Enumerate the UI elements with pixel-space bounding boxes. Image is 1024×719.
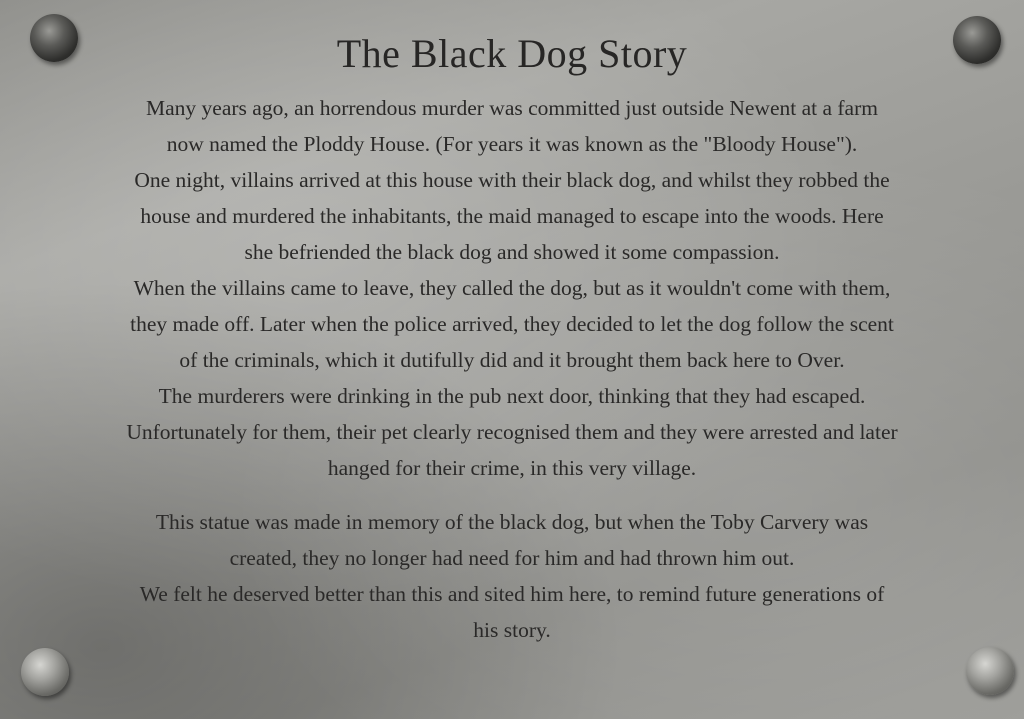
story-line: now named the Ploddy House. (For years it was known as the "Bloody House"). (166, 132, 858, 156)
story-line: they made off. Later when the police arrived, they decided to let the dog follow the scent (130, 312, 894, 336)
screw-bottom-left (21, 648, 69, 696)
story-line: house and murdered the inhabitants, the maid managed to escape into the woods. Here (140, 204, 884, 228)
story-line: This statue was made in memory of the black dog, but when the Toby Carvery was (155, 510, 869, 534)
story-line: Many years ago, an horrendous murder was committed just outside Newent at a farm (146, 96, 878, 120)
story-line: of the criminals, which it dutifully did and it brought them back here to Over. (179, 348, 845, 372)
story-paragraph-1 (0, 90, 1024, 486)
story-line: One night, villains arrived at this house with their black dog, and whilst they robbed the (134, 168, 890, 192)
story-line: When the villains came to leave, they called the dog, but as it wouldn't come with them, (133, 276, 891, 300)
story-line: she befriended the black dog and showed it some compassion. (244, 240, 780, 264)
story-paragraph-2 (0, 504, 1024, 648)
story-line: created, they no longer had need for him and had thrown him out. (229, 546, 795, 570)
screw-bottom-right (966, 647, 1014, 695)
plaque-title: The Black Dog Story (336, 31, 688, 76)
story-line: hanged for their crime, in this very village. (327, 456, 697, 480)
story-line: We felt he deserved better than this and sited him here, to remind future generations of (139, 582, 885, 606)
story-line: his story. (473, 618, 551, 642)
story-line: The murderers were drinking in the pub next door, thinking that they had escaped. (158, 384, 866, 408)
story-line: Unfortunately for them, their pet clearly recognised them and they were arrested and later (126, 420, 898, 444)
